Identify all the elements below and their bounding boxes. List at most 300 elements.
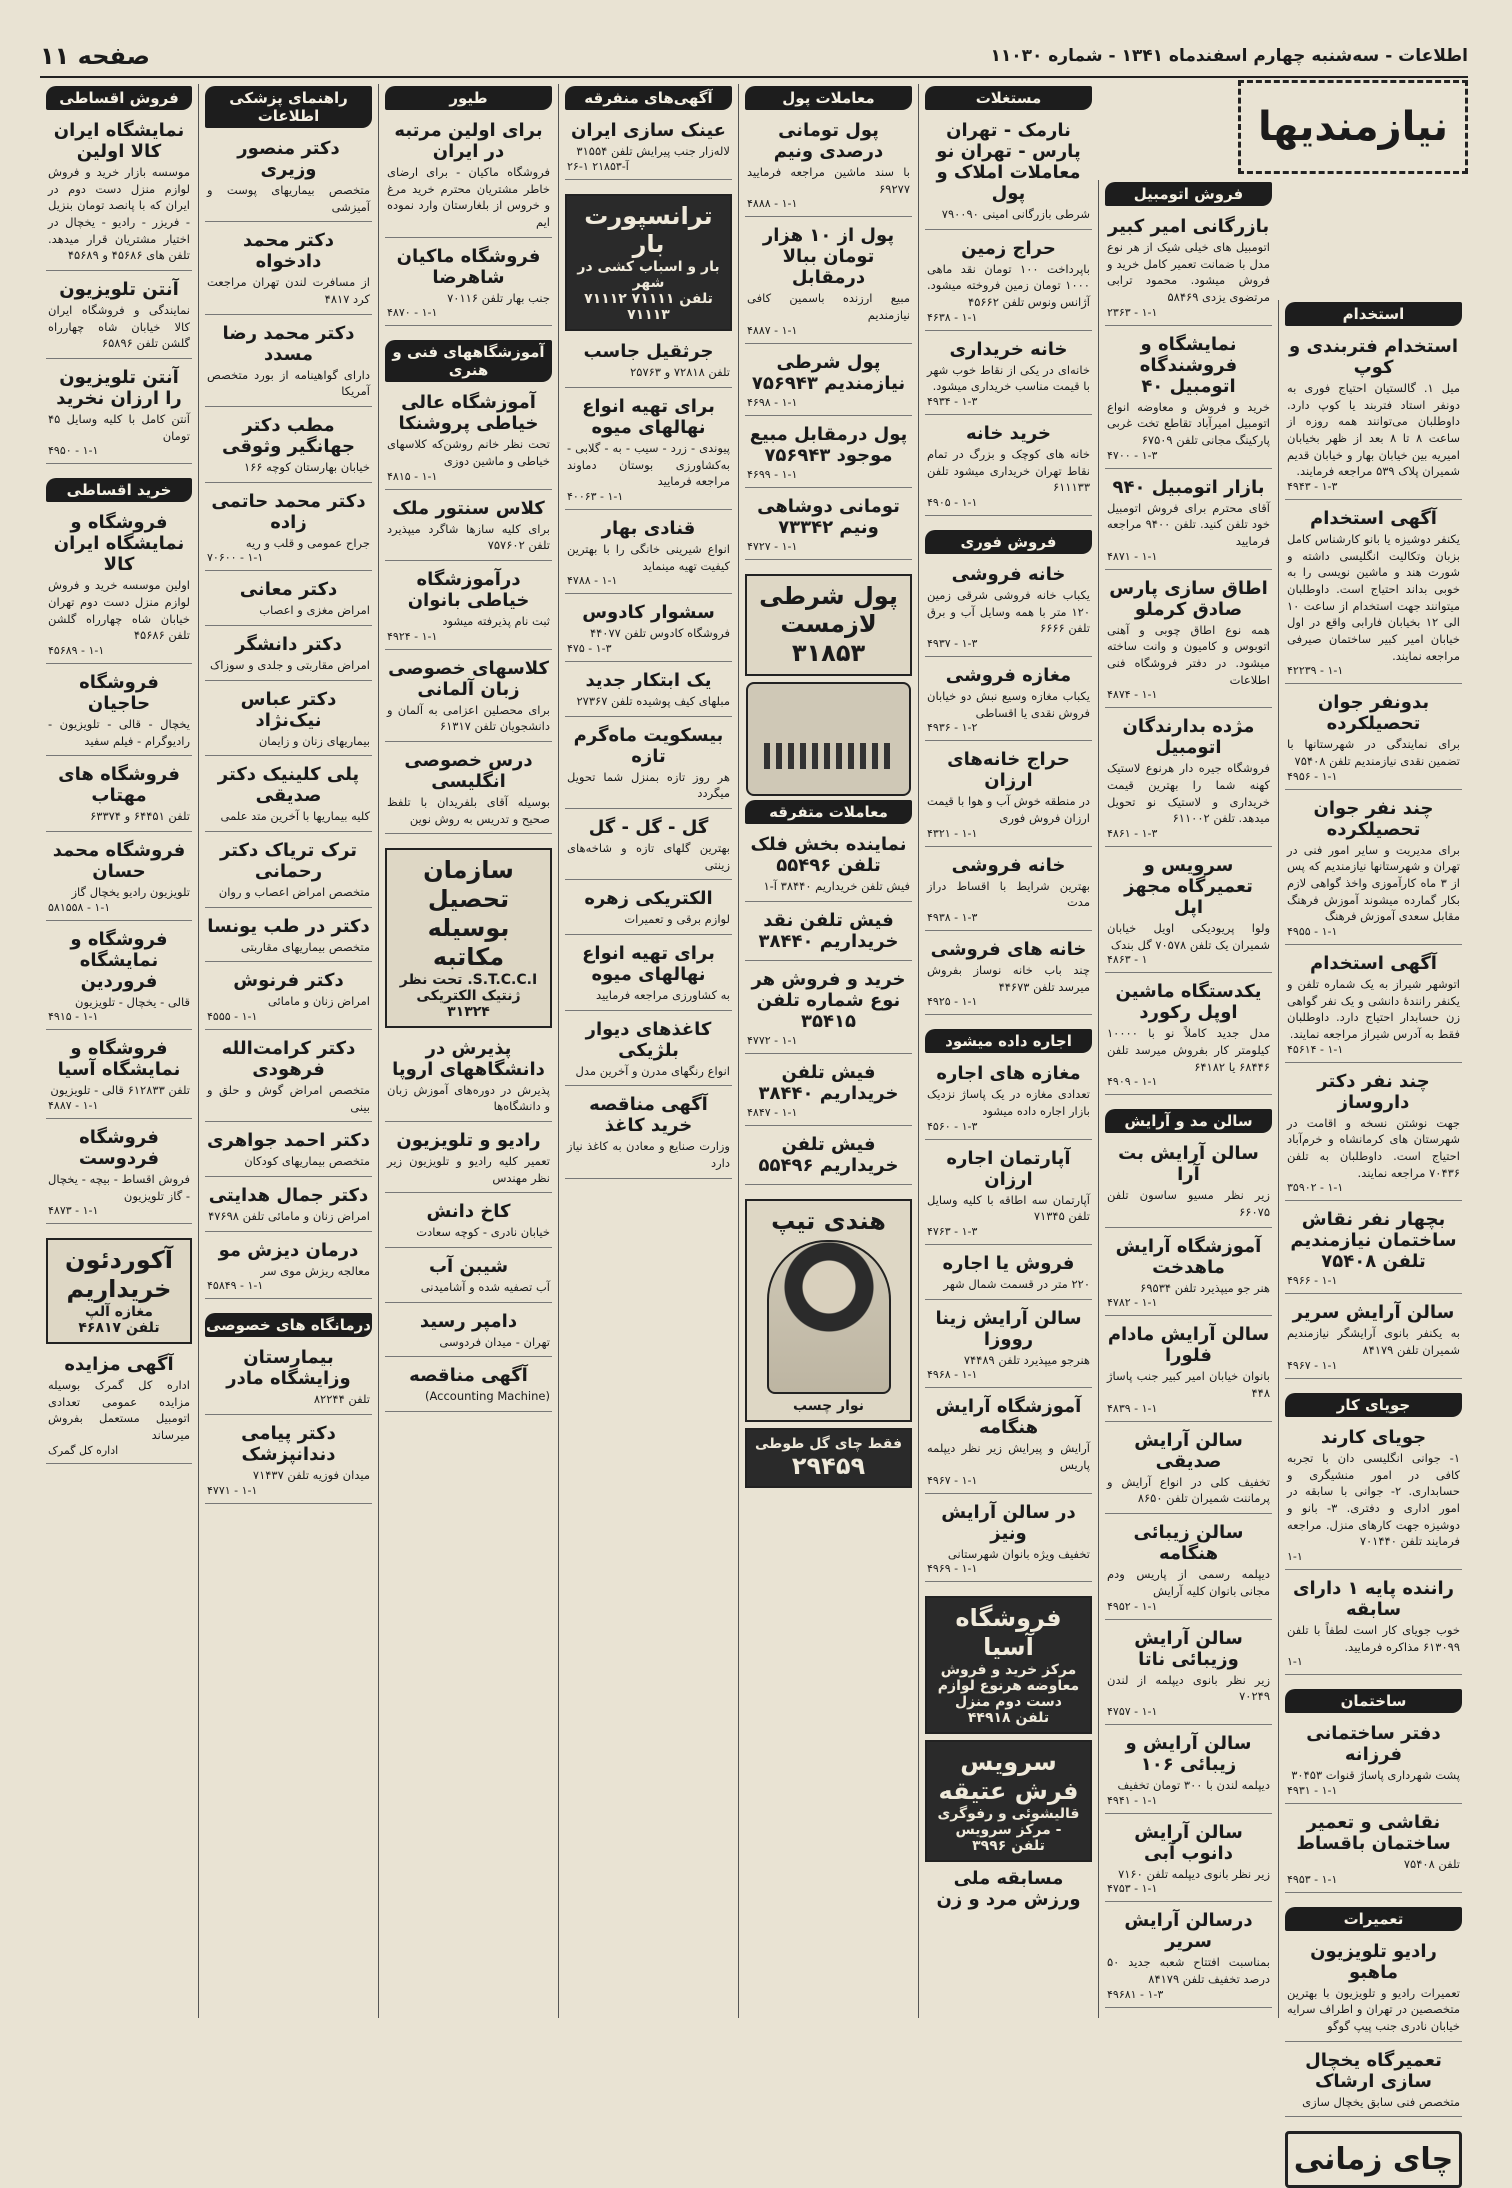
section-heading: معاملات پول [745, 86, 912, 110]
classified-ad [385, 1197, 552, 1248]
ad-title: دکتر محمد رضا مسدد [222, 322, 355, 365]
classified-ad [1105, 1906, 1272, 2007]
classified-ad [46, 668, 192, 756]
ad-title: حراج خانه‌های ارزان [947, 749, 1070, 792]
ad-code: اداره کل گمرک [48, 1443, 119, 1457]
ad-title: درس خصوصی انگلیسی [404, 750, 533, 793]
ad-title: نمایشگاه ایران کالا اولین [53, 120, 185, 162]
ad-section [46, 1350, 192, 1464]
ad-code: ۴۹۶۷ - ۱-۱ [1287, 1358, 1338, 1372]
ad-code: ۴۷۵۷ - ۱-۱ [1107, 1704, 1158, 1718]
ad-body: متخصص امراض اعصاب و روان [218, 885, 370, 900]
ad-body: دیپلمه رسمی از پاریس ودم مجانی بانوان کلیه آرایش [1107, 1567, 1270, 1598]
ad-body: متخصص بیماریهای پوست و آمیزشی [207, 183, 370, 214]
display-ad-title: ترانسپورت بار [584, 201, 713, 259]
classified-ad [1105, 1518, 1272, 1619]
ad-title: یکدستگاه ماشین اوپل رکورد [1115, 981, 1262, 1024]
classified-ad [205, 1236, 372, 1300]
ad-body: یکباب مغازه وسیع نبش دو خیابان فروش نقدی یا اقساطی [927, 689, 1090, 720]
classified-ad [745, 1130, 912, 1185]
ad-title: آموزشگاه عالی خیاطی پروشنکا [398, 392, 539, 435]
ad-body: تخفیف کلی در انواع آرایش و پرماننت شمیران تلفن ۸۶۵۰ [1107, 1474, 1270, 1506]
classified-ad [925, 1304, 1092, 1389]
ad-code: ۴۷۷۱ - ۱-۱ [207, 1483, 258, 1497]
display-ad-phone: تلفن ۷۱۱۱۱ ۷۱۱۱۲ ۷۱۱۱۳ [584, 291, 713, 324]
ad-body: به کشاورزی مراجعه فرمایید [596, 988, 730, 1002]
ad-title: ترک تریاک دکتر رحمانی [219, 840, 358, 883]
ad-title: دفتر ساختمانی فرزانه [1306, 1723, 1441, 1766]
display-ad-title: آکوردئون خریداریم [65, 1246, 173, 1304]
ad-title: کاخ دانش [426, 1201, 511, 1223]
ad-body: از مسافرت لندن تهران مراجعت کرد ۴۸۱۷ [207, 275, 370, 307]
ad-title: پول درمقابل مبیع موجود ۷۵۶۹۴۳ [749, 423, 908, 466]
ad-title: الکتریکی زهره [584, 888, 713, 910]
ad-title: قنادی بهار [601, 517, 696, 539]
ad-code: ۴۵۶۱۴ - ۱-۱ [1287, 1042, 1344, 1056]
ad-code: ۴۷۷۲ - ۱-۱ [747, 1033, 798, 1047]
ad-code: ۴۹۵۶ - ۱-۱ [1287, 769, 1338, 783]
ad-code: ۲۳۶۳ - ۱-۱ [1107, 305, 1158, 319]
ad-title: چند نفر جوان تحصیلکرده [1313, 797, 1434, 840]
ad-body: متخصص فنی سابق یخچال سازی [1302, 2094, 1460, 2109]
classified-ad [46, 1034, 192, 1119]
classified-ad [385, 1307, 552, 1358]
ad-title: فیش تلفن خریداریم ۵۵۴۹۶ [758, 1133, 899, 1176]
ad-body: مدل جدید کاملاً نو با ۱۰۰۰۰ کیلومتر کار بفروش میرسد تلفن ۶۸۴۴۶ یا ۶۴۱۸۲ [1107, 1026, 1270, 1074]
ad-body: لاله‌زار جنب پیرایش تلفن ۳۱۵۵۴ [576, 144, 730, 158]
ad-code: ۷۰۶۰۰ - ۱-۱ [207, 551, 264, 565]
classified-ad [205, 1181, 372, 1232]
classified-ad [925, 1392, 1092, 1493]
ad-section [46, 478, 192, 1224]
ad-title: پلی کلینیک دکتر صدیقی [217, 764, 360, 807]
column-3 [918, 84, 1098, 2018]
classified-ad [1285, 504, 1462, 684]
ad-body: وزارت صنایع و معادن به کاغذ نیاز دارد [567, 1139, 730, 1171]
ad-code: ۴۸۷۴ - ۱-۱ [1107, 688, 1158, 702]
ad-title: شیبن آب [428, 1255, 509, 1277]
ad-body: هر روز تازه بمنزل شما تحویل میگردد [567, 769, 730, 801]
woman-illustration [767, 1240, 891, 1394]
ad-title: نارمک - تهران پارس - تهران نو معاملات املاک و پول [936, 120, 1081, 204]
ad-body: آنتن کامل با کلیه وسایل ۴۵ تومان [48, 412, 190, 443]
ad-section [745, 86, 912, 560]
ad-title: دکتر منصور وزیری [237, 138, 340, 180]
classified-ad [925, 1249, 1092, 1300]
section-heading: جویای کار [1285, 1393, 1462, 1417]
ad-title: عینک سازی ایران [571, 120, 726, 141]
classified-ad [925, 935, 1092, 1015]
ad-body: یخچال - قالی - تلویزیون - رادیوگرام - فیلم سفید [48, 717, 190, 748]
classified-ad [205, 411, 372, 483]
ad-code: ۴۹۳۱ - ۱-۱ [1287, 1783, 1338, 1797]
ad-section [1285, 1689, 1462, 1892]
column-6 [378, 84, 558, 2018]
ad-body: ۱- جوانی انگلیسی دان با تجربه کافی در امور منشیگری و حسابداری. ۲- جوانی با سابقه در امور اداری و دفتری. ۳- بانو و دوشیزه جهت کارهای منزل. مراجعه فرمایند تلفن ۷۰۱۴۴۰ [1287, 1450, 1460, 1549]
classified-ad [1285, 1808, 1462, 1893]
typewriter-illustration [746, 682, 910, 796]
ad-body: نمایندگی و فروشگاه ایران کالا خیابان شاه چهارراه گلشن تلفن ۶۵۸۹۶ [48, 303, 190, 351]
classified-ad [1105, 574, 1272, 709]
ad-body: قالی - یخچال - تلویزیون [75, 994, 190, 1009]
ad-title: یک ابتکار جدید [585, 669, 712, 691]
section-heading: آگهی‌های منفرقه [565, 86, 732, 110]
ad-code: ۴۸۳۹ - ۱-۱ [1107, 1401, 1158, 1415]
classified-ad [385, 1126, 552, 1193]
ad-body: اولین موسسه خرید و فروش لوازم منزل دست دوم تهران خیابان شاه چهارراه گلشن تلفن ۴۵۶۸۶ [48, 578, 190, 643]
classified-ad [565, 392, 732, 510]
classified-ad [205, 630, 372, 681]
ad-code: ۴۶۹۹ - ۱-۱ [747, 467, 798, 481]
ad-body: آقای محترم برای فروش اتومبیل خود تلفن کنید. تلفن ۹۴۰۰ مراجعه فرمایید [1107, 500, 1270, 549]
ad-section [565, 86, 732, 180]
ad-body: میدان فوزیه تلفن ۷۱۴۳۷ [252, 1468, 370, 1483]
classified-ad [1285, 1574, 1462, 1675]
classified-ad [205, 966, 372, 1030]
classified-ad [46, 760, 192, 832]
classified-ad [205, 1343, 372, 1415]
classified-ad [1105, 1729, 1272, 1814]
footer-ad: مسابقه ملی ورزش مرد و زن [936, 1867, 1081, 1910]
ad-body: خوب جویای کار است لطفاً با تلفن ۶۱۳۰۹۹ مذاکره فرمایید. [1287, 1622, 1460, 1654]
ad-body: خانه های کوچک و بزرگ در تمام نقاط تهران خریداری میشود تلفن ۶۱۱۱۳۳ [927, 447, 1090, 495]
classified-ad [925, 419, 1092, 516]
ad-title: پول تومانی درصدی ونیم [773, 120, 884, 162]
classified-ad [46, 275, 192, 359]
ad-code: ۴۹۶۸ - ۱-۱ [927, 1368, 978, 1382]
ad-body: زیر نظر بانوی دیپلمه تلفن ۷۱۶۰ [1118, 1866, 1270, 1881]
classified-ad [385, 1361, 552, 1412]
classified-ad [925, 1498, 1092, 1583]
classified-ad [925, 1059, 1092, 1139]
ad-body: تخفیف ویژه بانوان شهرستانی [947, 1546, 1090, 1561]
classified-ad [925, 851, 1092, 931]
classified-ad [385, 565, 552, 650]
money-ad-line-1: پول شرطی [759, 581, 898, 610]
ad-body: موسسه بازار خرید و فروش لوازم منزل دست دوم در ایران که با پانصد تومان بنزیل - فریزر - رادیو - یخچال در اختیار مشتریان قرار میدهد. تلفن های ۴۵۶۸۶ و ۴۵۶۸۹ [48, 165, 190, 263]
ad-code: آ-۲۱۸۵۳ ۱-۲۶ [567, 159, 629, 173]
display-ad-subtitle: S.T.C.C.I. تحت نظر ژنتیک الکتریکی [399, 971, 538, 1004]
ad-body: تلفن ۸۲۲۴۴ [313, 1392, 370, 1407]
ad-code: ۴۳۲۱ - ۱-۱ [927, 826, 978, 840]
ad-title: تعمیرگاه یخچال سازی ارشاک [1305, 2049, 1442, 2092]
ad-title: فروشگاه و نمایشگاه فروردین [70, 928, 168, 992]
ad-section [745, 800, 912, 1185]
ad-body: آپارتمان سه اطاقه با کلیه وسایل تلفن ۷۱۳۴۵ [927, 1192, 1090, 1224]
ad-title: سالن آرایش سریر [1292, 1302, 1455, 1324]
ad-body: همه نوع اطاق چوبی و آهنی اتوبوس و کامیون و وانت ساخته میشود. در دفتر فروشگاه فنی اطلاعات [1107, 622, 1270, 687]
ad-body: معالجه ریزش موی سر [260, 1263, 370, 1278]
ad-title: در سالن آرایش ونیز [941, 1501, 1076, 1544]
classified-ad [925, 560, 1092, 657]
classified-ad [1285, 688, 1462, 789]
ad-body: برای مدیریت و سایر امور فنی در تهران و شهرستانها نیازمندیم که پس از ۳ ماه کارآموزی واخذ گواهی لازم بکار گمارده میشوند آموزش فرهنگ مقابل سعدی آموزش فرهنگ [1287, 842, 1460, 924]
classified-ad [1285, 1067, 1462, 1202]
ad-title: سالن زیبائی هنگامه [1133, 1522, 1244, 1565]
classified-ad [565, 884, 732, 935]
ad-title: فروشگاه های مهتاب [58, 764, 180, 807]
ad-body: امراض زنان و مامائی [267, 994, 370, 1009]
ad-body: دارای گواهینامه از بورد متخصص آمریکا [207, 367, 370, 399]
classified-ad [385, 1034, 552, 1122]
ad-title: درمان دیزش مو [218, 1239, 359, 1261]
ad-body: بمناسبت افتتاح شعبه جدید ۵۰ درصد تخفیف تلفن ۸۴۱۷۹ [1107, 1955, 1270, 1986]
classified-ad [565, 116, 732, 180]
ad-title: سالن آرایش وزیبائی ناتا [1134, 1627, 1243, 1670]
ad-body: پشت شهرداری پاساژ قنوات ۳۰۴۵۳ [1291, 1768, 1460, 1783]
classified-ad [1105, 1320, 1272, 1421]
ad-code: ۴۹۰۵ - ۱-۱ [927, 496, 978, 510]
ad-body: تحت نظر خانم روشن‌که کلاسهای خیاطی و ماشین دوزی [387, 437, 550, 469]
ad-code: ۴۷۰۰ - ۱-۳ [1107, 448, 1158, 462]
display-ad [925, 1596, 1092, 1734]
display-ad [385, 848, 552, 1027]
ad-section [1285, 1393, 1462, 1675]
ad-code: ۴۸۴۷ - ۱-۱ [747, 1105, 798, 1119]
classified-ad [46, 1123, 192, 1224]
ad-code: ۴۷۲۷ - ۱-۱ [747, 539, 798, 553]
ad-title: آنتن تلویزیون [59, 279, 179, 301]
ad-body: متخصص امراض گوش و حلق و بینی [207, 1083, 370, 1114]
ad-body: تعدادی مغازه در یک پاساژ نزدیک بازار اجاره داده میشود [927, 1087, 1090, 1119]
ad-body: بانوان خیابان امیر کبیر جنب پاساژ ۴۴۸ [1107, 1369, 1270, 1401]
display-ad [925, 1740, 1092, 1862]
ad-title: بیمارستان وزایشگاه مادر [226, 1347, 351, 1390]
classified-ad [745, 965, 912, 1054]
classified-ad [565, 1090, 732, 1178]
ad-body: (Accounting Machine) [424, 1389, 550, 1404]
ad-body: تلفن ۷۲۸۱۸ و ۲۵۷۶۳ [630, 365, 730, 380]
classified-ad [1105, 1818, 1272, 1903]
ad-title: آگهی مناقصه خرید کاغذ [589, 1094, 708, 1137]
classified-ad [1285, 2046, 1462, 2118]
ad-title: خانه فروشی [951, 564, 1066, 586]
tape-ad-subtitle: نوار چسب [793, 1397, 864, 1414]
classified-ad [745, 1058, 912, 1126]
classified-ad [565, 666, 732, 717]
classified-ad [1105, 977, 1272, 1095]
section-heading: معاملات متفرقه [745, 800, 912, 824]
ad-title: جویای کارند [1320, 1426, 1427, 1448]
classified-ad [205, 1419, 372, 1504]
ad-title: کلاس سنتور ملک [392, 497, 545, 519]
ad-title: سالن آرایش صدیقی [1134, 1429, 1243, 1472]
ad-body: هنرجو میپذیرد تلفن ۷۴۴۸۹ [963, 1352, 1090, 1367]
classified-ad [385, 1252, 552, 1303]
tea-ad-phone: ۲۹۴۵۹ [791, 1451, 866, 1480]
ad-title: چند نفر دکتر داروساز [1317, 1070, 1430, 1113]
classified-ad [205, 760, 372, 832]
classified-ad [745, 420, 912, 488]
ad-body: برای محصلین اعزامی به آلمان و دانشجویان تلفن ۶۱۳۱۷ [387, 702, 550, 734]
ad-code: ۴۷۵ - ۱-۳ [567, 641, 612, 655]
classified-ad [565, 721, 732, 809]
ad-title: آگهی مناقصه [409, 1365, 528, 1387]
tea-ad-title: فقط چای گل طوطی [755, 1435, 902, 1452]
ad-title: مغازه های اجاره [936, 1063, 1081, 1085]
column-7 [198, 84, 378, 2018]
classified-ad [1285, 794, 1462, 945]
ad-body: تلفن ۶۴۴۵۱ و ۶۳۳۷۴ [90, 809, 190, 824]
classified-ad [565, 514, 732, 594]
ad-body: لوازم برقی و تعمیرات [624, 912, 730, 927]
classified-ad [46, 508, 192, 664]
ad-body: چند باب خانه نوساز بفروش میرسد تلفن ۴۴۶۷۳ [927, 963, 1090, 994]
ad-body: امراض زنان و مامائی تلفن ۴۷۶۹۸ [208, 1209, 370, 1224]
classified-ad [1105, 212, 1272, 326]
classified-ad [925, 116, 1092, 230]
ad-code: ۴۹۳۶ - ۱-۲ [927, 721, 978, 735]
ad-body: جهت نوشتن نسخه و اقامت در شهرستان های کرمانشاه و خرم‌آباد احتیاج است. داوطلبان به تلفن ۷۰۴۳۶ مراجعه نمایند. [1287, 1115, 1460, 1180]
tape-display-ad [745, 1199, 912, 1422]
ad-body: یکنفر دوشیزه یا بانو کارشناس کامل بزبان وتکالیت انگلیسی داشته و شورت هند و ماشین نویسی را به خوبی بداند احتیاج است. داوطلبان میتوانند جهت استخدام از ساعت ۱۰ الی ۱۲ بخیابان فارابی واقع در اول خیابان امیر کبیر ساختمان صیرفی مراجعه نمایند. [1287, 532, 1460, 663]
ad-title: جرثقیل جاسب [583, 341, 714, 363]
ad-code: ۴۸۸۸ - ۱-۱ [747, 197, 798, 211]
ad-body: برای کلیه سازها شاگرد میپذیرد تلفن ۷۵۷۶۰۲ [387, 521, 550, 553]
ad-section [925, 86, 1092, 516]
ad-title: دکتر احمد جواهری [207, 1130, 370, 1152]
ad-code: ۴۹۶۹ - ۱-۱ [927, 1562, 978, 1576]
classified-ad [925, 661, 1092, 741]
classified-ad [745, 221, 912, 343]
ad-title: آموزشگاه آرایش ماهدخت [1115, 1235, 1262, 1278]
classified-ad [565, 337, 732, 388]
ad-title: دکتر معانی [239, 579, 338, 601]
ad-body: یکباب خانه فروشی شرقی زمین ۱۲۰ متر با همه وسایل آب و برق تلفن ۶۶۶۶ [927, 588, 1090, 636]
section-heading: فروش اتومبیل [1105, 182, 1272, 206]
ad-title: آموزشگاه آرایش هنگامه [935, 1396, 1082, 1439]
column-2 [1098, 180, 1278, 2018]
ad-code: ۴۸۷۰ - ۱-۱ [387, 306, 438, 320]
ad-title: آگهی استخدام [1310, 508, 1437, 530]
ad-code: ۴۹۳۴ - ۱-۳ [927, 395, 978, 409]
ad-body: فیش تلفن خریداریم ۳۸۴۴۰ آ-۱ [763, 879, 910, 894]
money-ad-line-2: لازمست ۳۱۸۵۳ [780, 610, 877, 668]
ad-title: برای تهیه انواع نهالهای میوه [582, 395, 715, 438]
classified-ad [385, 116, 552, 238]
ad-section [385, 340, 552, 834]
ad-title: پذیرش در دانشگاههای اروپا [392, 1037, 545, 1080]
ad-body: خرید و فروش و معاوضه انواع اتومبیل امیرآباد تقاطع تخت غربی پارکینگ مجانی تلفن ۶۷۵۰۹ [1107, 399, 1270, 448]
ad-body: خیابان بهارستان کوچه ۱۶۶ [243, 460, 370, 475]
ad-code: ۴۹۲۵ - ۱-۱ [927, 995, 978, 1009]
ad-title: خرید و فروش هر نوع شماره تلفن ۳۵۴۱۵ [751, 968, 906, 1032]
ad-body: با سند ماشین مراجعه فرمایید ۶۹۲۷۷ [747, 165, 910, 196]
ad-title: مطب دکتر جهانگیر وثوقی [222, 415, 355, 458]
ad-body: امراض مقاربتی و جلدی و سوزاک [209, 658, 370, 673]
ad-title: درسالن آرایش سریر [1124, 1910, 1253, 1953]
ad-code: ۴۸۸۷ - ۱-۱ [747, 323, 798, 337]
ad-title: فروشگاه و نمایشگاه آسیا [57, 1038, 181, 1081]
ad-code: ۴۵۶۸۹ - ۱-۱ [48, 644, 105, 658]
section-heading: مستغلات [925, 86, 1092, 110]
display-ad-phone: ۳۱۳۲۴ [447, 1003, 490, 1020]
ad-title: خانه فروشی [951, 854, 1066, 876]
ad-title: فیش تلفن خریداریم ۳۸۴۴۰ [758, 1061, 899, 1104]
ad-body: تعمیرات رادیو و تلویزیون با بهترین متخصصین در تهران و اطراف سرایه خیابان نادری جنب پیپ گوگو [1287, 1985, 1460, 2033]
ad-body: مبلهای کیف پوشیده تلفن ۲۷۳۶۷ [576, 693, 730, 708]
ad-code: ۴۸۶۳ - ۱ [1107, 953, 1148, 967]
ad-body: فروشگاه جیره دار هرنوع لاستیک کهنه شما را بهترین قیمت خریداری و لاستیک نو تحویل میدهد. تلفن ۶۱۱۰۰۲ [1107, 761, 1270, 826]
classified-ad [205, 836, 372, 908]
ad-title: برای اولین مرتبه در ایران [394, 120, 543, 162]
ad-title: فروشگاه محمد حسان [52, 840, 186, 883]
ad-title: دامپر رسید [419, 1310, 518, 1332]
ad-code: ۴۹۶۸۱ - ۱-۳ [1107, 1987, 1164, 2001]
classified-ad [1285, 1937, 1462, 2042]
display-ad-subtitle: بار و اسباب کشی در شهر [577, 259, 720, 292]
ad-title: کلاسهای خصوصی زبان آلمانی [388, 657, 549, 700]
section-heading: اجاره داده میشود [925, 1029, 1092, 1053]
ad-body: فروش اقساط - بیچه - یخچال - گاز تلویزیون [48, 1172, 190, 1203]
ad-section [46, 86, 192, 464]
ad-code: ۱-۱ [1287, 1549, 1303, 1563]
ad-title: دکتر کرامت‌الله فرهودی [221, 1038, 356, 1081]
ad-section [1285, 302, 1462, 1379]
ad-title: دکتر در طب یونسا [207, 915, 370, 937]
classified-ad [205, 685, 372, 757]
classified-ad [745, 348, 912, 416]
display-ad-phone: تلفن ۴۶۸۱۷ [78, 1320, 160, 1337]
classified-ad [1285, 332, 1462, 500]
ad-body: اتوشهر شیراز به یک شماره تلفن و یکنفر رانندۀ دانشی و یک نفر گواهی زن حسابدار احتیاج دارد. داوطلبان فقط به آدرس شیراز مراجعه نمایند. [1287, 977, 1460, 1042]
ad-title: مژده بدارندگان اتومبیل [1122, 716, 1255, 759]
ad-title: پول شرطی نیازمندیم ۷۵۶۹۴۳ [751, 351, 906, 394]
ad-body: هنر جو میپذیرد تلفن ۶۹۵۳۴ [1140, 1280, 1270, 1295]
ad-body: امراض مغزی و اعصاب [259, 603, 370, 618]
classifieds-banner: نیازمندیها [1238, 80, 1468, 174]
ad-body: خیابان نادری - کوچه سعادت [416, 1225, 550, 1240]
ad-title: فروشگاه ماکیان شاهرضا [396, 245, 541, 288]
classified-ad [565, 598, 732, 662]
section-heading: درمانگاه های خصوصی [205, 1313, 372, 1337]
classified-ad [745, 830, 912, 902]
ad-code: ۴۷۶۳ - ۱-۳ [927, 1225, 978, 1239]
ad-title: خرید خانه [966, 423, 1051, 445]
display-ad-title: سازمان تحصیل بوسیله مکاتبه [423, 856, 514, 971]
ad-title: دکتر عباس نیک‌نژاد [240, 688, 337, 731]
ad-body: فروشگاه کادوس تلفن ۴۴۰۷۷ [589, 626, 730, 641]
ad-section [1105, 1109, 1272, 2007]
classified-ad [925, 745, 1092, 846]
classified-ad [46, 925, 192, 1031]
ad-body: ثبت نام پذیرفته میشود [442, 614, 550, 629]
classified-ad [745, 492, 912, 560]
classified-ad [925, 335, 1092, 415]
ad-title: نمایشگاه و فروشندگاه اتومبیل ۴۰ [1139, 333, 1238, 397]
ad-title: رادیو تلویزیون ماهبو [1310, 1940, 1437, 1983]
ad-body: کلیه بیماریها با آخرین متد علمی [220, 809, 370, 824]
ad-section [925, 530, 1092, 1015]
classified-ad [205, 912, 372, 963]
ad-code: ۴۹۵۳ - ۱-۱ [1287, 1872, 1338, 1886]
ad-body: تلفن ۶۱۲۸۳۳ قالی - تلویزیون [50, 1083, 190, 1098]
ad-code: ۴۵۸۴۹ - ۱-۱ [207, 1279, 264, 1293]
ad-body: میل ۱. گالستیان احتیاج فوری به دونفر استاد فتربند یا کوپ دارد. داوطلبان می‌توانند همه روزه از ساعت ۸ تا ۸ بعد از ظهر بخیابان امیریه بین خیابان بهار و خیابان قدیم شمیران پلاک ۵۳۹ مراجعه فرمایند. [1287, 381, 1461, 479]
ad-body: دیپلمه لندن با ۳۰۰ تومان تخفیف [1117, 1777, 1270, 1792]
display-ad-subtitle: مرکز خرید و فروش معاوضه هرنوع لوازم دست دوم منزل [937, 1662, 1080, 1711]
ad-title: درآموزشگاه خیاطی بانوان [407, 569, 530, 612]
ad-title: بدونفر جوان تحصیلکرده [1317, 692, 1430, 735]
section-heading: فروش فوری [925, 530, 1092, 554]
ad-body: بیماریهای زنان و زایمان [258, 733, 370, 748]
ad-body: شرطی بازرگانی امینی ۷۹۰۰۹۰ [941, 207, 1090, 221]
tape-ad-title: هندی تیپ [771, 1206, 886, 1235]
classified-ad [1285, 1205, 1462, 1294]
column-5 [558, 84, 738, 2018]
classified-ad [745, 906, 912, 961]
ad-code: ۴۹۴۳ - ۱-۳ [1287, 480, 1338, 494]
